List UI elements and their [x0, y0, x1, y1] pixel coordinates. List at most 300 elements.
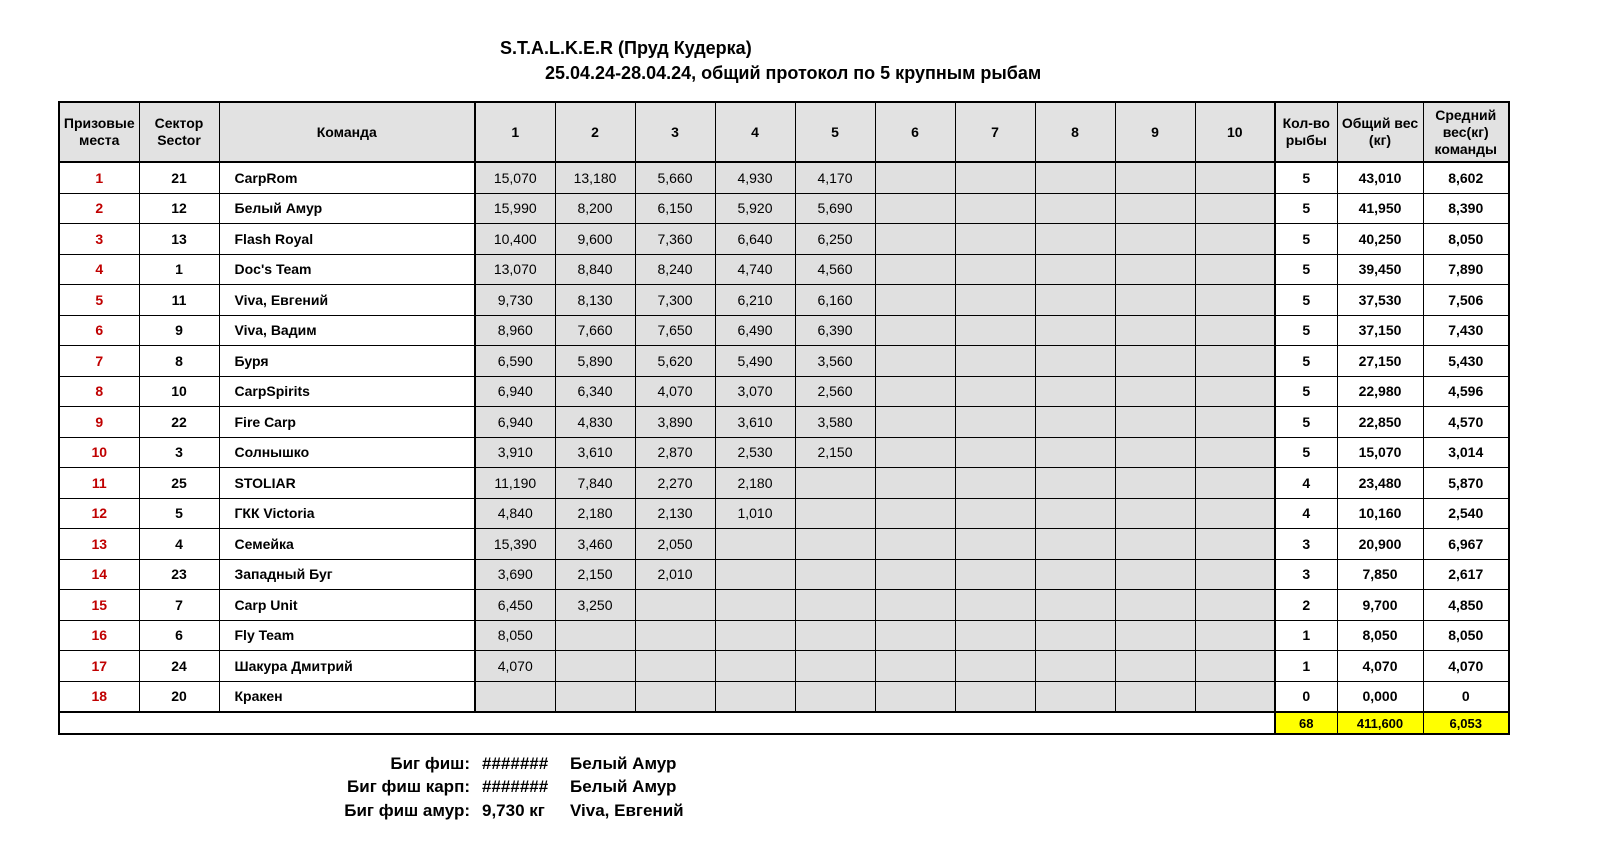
weigh-cell-7 [955, 590, 1035, 621]
weigh-cell-7 [955, 376, 1035, 407]
weigh-cell-4 [715, 590, 795, 621]
weigh-cell-1: 15,390 [475, 529, 555, 560]
weigh-cell-1: 3,690 [475, 559, 555, 590]
total-cell: 22,850 [1337, 407, 1423, 438]
weigh-cell-9 [1115, 529, 1195, 560]
avg-cell: 2,540 [1423, 498, 1509, 529]
total-cell: 27,150 [1337, 346, 1423, 377]
count-cell: 1 [1275, 651, 1337, 682]
weigh-cell-9 [1115, 651, 1195, 682]
weigh-cell-1: 6,940 [475, 407, 555, 438]
avg-cell: 4,850 [1423, 590, 1509, 621]
totals-count: 68 [1275, 712, 1337, 734]
table-row [59, 437, 1509, 468]
weigh-cell-1: 4,070 [475, 651, 555, 682]
count-cell: 5 [1275, 254, 1337, 285]
sector-cell: 1 [139, 254, 219, 285]
header-avg: Средний вес(кг) команды [1423, 102, 1509, 162]
header-total: Общий вес (кг) [1337, 102, 1423, 162]
weigh-cell-1: 8,050 [475, 620, 555, 651]
place-cell: 3 [59, 224, 139, 255]
weigh-cell-2: 5,890 [555, 346, 635, 377]
team-cell: Fly Team [219, 620, 475, 651]
results-table [58, 101, 1510, 735]
weigh-cell-10 [1195, 376, 1275, 407]
weigh-cell-6 [875, 590, 955, 621]
table-row [59, 193, 1509, 224]
weigh-cell-6 [875, 224, 955, 255]
table-row [59, 468, 1509, 499]
header-sector: Сектор Sector [139, 102, 219, 162]
totals-row [59, 712, 1509, 734]
weigh-cell-5 [795, 529, 875, 560]
weigh-cell-6 [875, 193, 955, 224]
weigh-cell-5 [795, 651, 875, 682]
big-fish-carp-line [0, 777, 1000, 801]
weigh-cell-10 [1195, 224, 1275, 255]
weigh-cell-2: 8,840 [555, 254, 635, 285]
place-cell: 8 [59, 376, 139, 407]
avg-cell: 4,570 [1423, 407, 1509, 438]
sector-cell: 8 [139, 346, 219, 377]
weigh-cell-4: 3,610 [715, 407, 795, 438]
weigh-cell-9 [1115, 224, 1195, 255]
weigh-cell-5: 4,170 [795, 162, 875, 193]
count-cell: 2 [1275, 590, 1337, 621]
weigh-cell-7 [955, 346, 1035, 377]
header-weigh-1: 1 [475, 102, 555, 162]
weigh-cell-8 [1035, 285, 1115, 316]
weigh-cell-7 [955, 437, 1035, 468]
table-row [59, 346, 1509, 377]
weigh-cell-9 [1115, 559, 1195, 590]
sector-cell: 13 [139, 224, 219, 255]
place-cell: 2 [59, 193, 139, 224]
count-cell: 5 [1275, 346, 1337, 377]
weigh-cell-9 [1115, 407, 1195, 438]
weigh-cell-9 [1115, 468, 1195, 499]
weigh-cell-8 [1035, 651, 1115, 682]
big-fish-carp-value: ####### [482, 777, 549, 796]
sector-cell: 3 [139, 437, 219, 468]
weigh-cell-4 [715, 529, 795, 560]
weigh-cell-10 [1195, 498, 1275, 529]
weigh-cell-3: 4,070 [635, 376, 715, 407]
weigh-cell-9 [1115, 498, 1195, 529]
count-cell: 4 [1275, 498, 1337, 529]
weigh-cell-5 [795, 681, 875, 712]
count-cell: 5 [1275, 376, 1337, 407]
weigh-cell-8 [1035, 437, 1115, 468]
sector-cell: 25 [139, 468, 219, 499]
big-fish-carp-label: Биг фиш карп: [347, 777, 470, 796]
sector-cell: 5 [139, 498, 219, 529]
weigh-cell-5: 4,560 [795, 254, 875, 285]
weigh-cell-3: 2,010 [635, 559, 715, 590]
weigh-cell-10 [1195, 559, 1275, 590]
weigh-cell-10 [1195, 590, 1275, 621]
sector-cell: 11 [139, 285, 219, 316]
sector-cell: 20 [139, 681, 219, 712]
weigh-cell-8 [1035, 376, 1115, 407]
totals-avg: 6,053 [1423, 712, 1509, 734]
total-cell: 8,050 [1337, 620, 1423, 651]
big-fish-amur-team: Viva, Евгений [570, 801, 684, 820]
totals-weight: 411,600 [1337, 712, 1423, 734]
big-fish-amur-label: Биг фиш амур: [344, 801, 470, 820]
sector-cell: 22 [139, 407, 219, 438]
team-cell: Doc's Team [219, 254, 475, 285]
table-row [59, 224, 1509, 255]
weigh-cell-5: 6,160 [795, 285, 875, 316]
weigh-cell-2: 8,130 [555, 285, 635, 316]
weigh-cell-7 [955, 285, 1035, 316]
table-row [59, 315, 1509, 346]
team-cell: Белый Амур [219, 193, 475, 224]
weigh-cell-3: 2,870 [635, 437, 715, 468]
place-cell: 1 [59, 162, 139, 193]
weigh-cell-7 [955, 162, 1035, 193]
count-cell: 3 [1275, 559, 1337, 590]
sector-cell: 6 [139, 620, 219, 651]
document-subtitle: 25.04.24-28.04.24, общий протокол по 5 крупным рыбам [545, 63, 1042, 83]
weigh-cell-3 [635, 620, 715, 651]
weigh-cell-4 [715, 620, 795, 651]
weigh-cell-2: 9,600 [555, 224, 635, 255]
weigh-cell-3: 2,050 [635, 529, 715, 560]
team-cell: CarpRom [219, 162, 475, 193]
place-cell: 17 [59, 651, 139, 682]
weigh-cell-1: 3,910 [475, 437, 555, 468]
table-row [59, 681, 1509, 712]
weigh-cell-7 [955, 651, 1035, 682]
total-cell: 20,900 [1337, 529, 1423, 560]
total-cell: 7,850 [1337, 559, 1423, 590]
weigh-cell-7 [955, 559, 1035, 590]
team-cell: Fire Carp [219, 407, 475, 438]
weigh-cell-8 [1035, 346, 1115, 377]
weigh-cell-3: 6,150 [635, 193, 715, 224]
weigh-cell-3: 2,270 [635, 468, 715, 499]
weigh-cell-3: 5,620 [635, 346, 715, 377]
table-body [59, 162, 1509, 712]
weigh-cell-5: 3,580 [795, 407, 875, 438]
weigh-cell-10 [1195, 162, 1275, 193]
weigh-cell-3: 7,300 [635, 285, 715, 316]
weigh-cell-4: 3,070 [715, 376, 795, 407]
header-weigh-5: 5 [795, 102, 875, 162]
sector-cell: 24 [139, 651, 219, 682]
count-cell: 5 [1275, 437, 1337, 468]
weigh-cell-7 [955, 529, 1035, 560]
total-cell: 37,530 [1337, 285, 1423, 316]
weigh-cell-9 [1115, 193, 1195, 224]
table-row [59, 529, 1509, 560]
weigh-cell-2: 3,460 [555, 529, 635, 560]
team-cell: Flash Royal [219, 224, 475, 255]
weigh-cell-2 [555, 620, 635, 651]
weigh-cell-7 [955, 224, 1035, 255]
team-cell: Кракен [219, 681, 475, 712]
weigh-cell-4 [715, 681, 795, 712]
weigh-cell-6 [875, 498, 955, 529]
total-cell: 15,070 [1337, 437, 1423, 468]
table-row [59, 254, 1509, 285]
weigh-cell-4: 6,490 [715, 315, 795, 346]
weigh-cell-10 [1195, 407, 1275, 438]
total-cell: 41,950 [1337, 193, 1423, 224]
weigh-cell-6 [875, 437, 955, 468]
avg-cell: 7,890 [1423, 254, 1509, 285]
place-cell: 13 [59, 529, 139, 560]
weigh-cell-7 [955, 254, 1035, 285]
weigh-cell-10 [1195, 651, 1275, 682]
weigh-cell-2 [555, 681, 635, 712]
weigh-cell-2: 7,660 [555, 315, 635, 346]
count-cell: 0 [1275, 681, 1337, 712]
header-count: Кол-во рыбы [1275, 102, 1337, 162]
weigh-cell-1: 8,960 [475, 315, 555, 346]
header-weigh-7: 7 [955, 102, 1035, 162]
table-row [59, 620, 1509, 651]
weigh-cell-2: 7,840 [555, 468, 635, 499]
table-header-row [59, 102, 1509, 162]
big-fish-carp-team: Белый Амур [570, 777, 677, 796]
weigh-cell-7 [955, 315, 1035, 346]
weigh-cell-8 [1035, 590, 1115, 621]
weigh-cell-9 [1115, 620, 1195, 651]
place-cell: 10 [59, 437, 139, 468]
weigh-cell-1: 6,450 [475, 590, 555, 621]
weigh-cell-9 [1115, 376, 1195, 407]
sector-cell: 7 [139, 590, 219, 621]
sector-cell: 23 [139, 559, 219, 590]
total-cell: 37,150 [1337, 315, 1423, 346]
team-cell: Буря [219, 346, 475, 377]
avg-cell: 4,070 [1423, 651, 1509, 682]
avg-cell: 6,967 [1423, 529, 1509, 560]
weigh-cell-6 [875, 162, 955, 193]
weigh-cell-4: 5,490 [715, 346, 795, 377]
big-fish-amur-line [0, 801, 1000, 825]
weigh-cell-8 [1035, 193, 1115, 224]
weigh-cell-8 [1035, 468, 1115, 499]
place-cell: 14 [59, 559, 139, 590]
weigh-cell-8 [1035, 315, 1115, 346]
count-cell: 5 [1275, 224, 1337, 255]
weigh-cell-10 [1195, 193, 1275, 224]
table-row [59, 651, 1509, 682]
weigh-cell-4: 2,530 [715, 437, 795, 468]
weigh-cell-4: 6,210 [715, 285, 795, 316]
sector-cell: 21 [139, 162, 219, 193]
weigh-cell-2: 13,180 [555, 162, 635, 193]
weigh-cell-7 [955, 407, 1035, 438]
weigh-cell-7 [955, 498, 1035, 529]
count-cell: 3 [1275, 529, 1337, 560]
avg-cell: 8,390 [1423, 193, 1509, 224]
weigh-cell-1: 13,070 [475, 254, 555, 285]
team-cell: Viva, Вадим [219, 315, 475, 346]
weigh-cell-7 [955, 681, 1035, 712]
header-weigh-4: 4 [715, 102, 795, 162]
weigh-cell-1: 6,940 [475, 376, 555, 407]
avg-cell: 8,602 [1423, 162, 1509, 193]
weigh-cell-2 [555, 651, 635, 682]
sector-cell: 10 [139, 376, 219, 407]
weigh-cell-1: 4,840 [475, 498, 555, 529]
place-cell: 9 [59, 407, 139, 438]
big-fish-team: Белый Амур [570, 754, 677, 773]
team-cell: CarpSpirits [219, 376, 475, 407]
weigh-cell-2: 2,150 [555, 559, 635, 590]
table-row [59, 590, 1509, 621]
weigh-cell-8 [1035, 529, 1115, 560]
big-fish-label: Биг фиш: [390, 754, 470, 773]
weigh-cell-4: 1,010 [715, 498, 795, 529]
weigh-cell-6 [875, 346, 955, 377]
weigh-cell-4 [715, 651, 795, 682]
weigh-cell-8 [1035, 498, 1115, 529]
weigh-cell-3: 7,650 [635, 315, 715, 346]
big-fish-value: ####### [482, 754, 549, 773]
avg-cell: 7,506 [1423, 285, 1509, 316]
total-cell: 22,980 [1337, 376, 1423, 407]
weigh-cell-3: 8,240 [635, 254, 715, 285]
team-cell: Carp Unit [219, 590, 475, 621]
table-row [59, 407, 1509, 438]
table-row [59, 376, 1509, 407]
weigh-cell-8 [1035, 162, 1115, 193]
total-cell: 39,450 [1337, 254, 1423, 285]
weigh-cell-9 [1115, 590, 1195, 621]
weigh-cell-3 [635, 681, 715, 712]
count-cell: 4 [1275, 468, 1337, 499]
header-weigh-2: 2 [555, 102, 635, 162]
place-cell: 16 [59, 620, 139, 651]
weigh-cell-4: 4,740 [715, 254, 795, 285]
weigh-cell-9 [1115, 254, 1195, 285]
team-cell: Семейка [219, 529, 475, 560]
place-cell: 18 [59, 681, 139, 712]
weigh-cell-5: 5,690 [795, 193, 875, 224]
weigh-cell-10 [1195, 468, 1275, 499]
weigh-cell-8 [1035, 559, 1115, 590]
team-cell: Западный Буг [219, 559, 475, 590]
team-cell: Viva, Евгений [219, 285, 475, 316]
table-row [59, 498, 1509, 529]
weigh-cell-7 [955, 468, 1035, 499]
weigh-cell-4: 6,640 [715, 224, 795, 255]
weigh-cell-2: 3,250 [555, 590, 635, 621]
total-cell: 10,160 [1337, 498, 1423, 529]
weigh-cell-1: 9,730 [475, 285, 555, 316]
weigh-cell-4 [715, 559, 795, 590]
header-team: Команда [219, 102, 475, 162]
weigh-cell-5: 2,150 [795, 437, 875, 468]
team-cell: ГКК Victoria [219, 498, 475, 529]
weigh-cell-8 [1035, 224, 1115, 255]
weigh-cell-9 [1115, 437, 1195, 468]
weigh-cell-1: 10,400 [475, 224, 555, 255]
weigh-cell-10 [1195, 315, 1275, 346]
weigh-cell-1: 15,990 [475, 193, 555, 224]
team-cell: Солнышко [219, 437, 475, 468]
weigh-cell-6 [875, 529, 955, 560]
count-cell: 1 [1275, 620, 1337, 651]
avg-cell: 4,596 [1423, 376, 1509, 407]
weigh-cell-10 [1195, 346, 1275, 377]
weigh-cell-3: 7,360 [635, 224, 715, 255]
weigh-cell-4: 4,930 [715, 162, 795, 193]
sector-cell: 4 [139, 529, 219, 560]
weigh-cell-9 [1115, 346, 1195, 377]
team-cell: STOLIAR [219, 468, 475, 499]
big-fish-line [0, 754, 1000, 778]
document-title: S.T.A.L.K.E.R (Пруд Кудерка) [500, 38, 752, 58]
place-cell: 5 [59, 285, 139, 316]
weigh-cell-1 [475, 681, 555, 712]
weigh-cell-6 [875, 254, 955, 285]
weigh-cell-10 [1195, 529, 1275, 560]
avg-cell: 3,014 [1423, 437, 1509, 468]
weigh-cell-3: 2,130 [635, 498, 715, 529]
big-fish-amur-value: 9,730 кг [482, 801, 545, 820]
weigh-cell-5: 6,250 [795, 224, 875, 255]
avg-cell: 0 [1423, 681, 1509, 712]
weigh-cell-10 [1195, 437, 1275, 468]
place-cell: 11 [59, 468, 139, 499]
weigh-cell-3: 3,890 [635, 407, 715, 438]
weigh-cell-6 [875, 407, 955, 438]
weigh-cell-6 [875, 285, 955, 316]
avg-cell: 2,617 [1423, 559, 1509, 590]
weigh-cell-2: 2,180 [555, 498, 635, 529]
table-row [59, 559, 1509, 590]
weigh-cell-8 [1035, 254, 1115, 285]
header-weigh-8: 8 [1035, 102, 1115, 162]
header-weigh-9: 9 [1115, 102, 1195, 162]
weigh-cell-5 [795, 620, 875, 651]
total-cell: 23,480 [1337, 468, 1423, 499]
weigh-cell-3: 5,660 [635, 162, 715, 193]
sector-cell: 12 [139, 193, 219, 224]
count-cell: 5 [1275, 407, 1337, 438]
header-weigh-10: 10 [1195, 102, 1275, 162]
avg-cell: 5,870 [1423, 468, 1509, 499]
weigh-cell-6 [875, 681, 955, 712]
total-cell: 4,070 [1337, 651, 1423, 682]
weigh-cell-5: 6,390 [795, 315, 875, 346]
sector-cell: 9 [139, 315, 219, 346]
weigh-cell-2: 4,830 [555, 407, 635, 438]
total-cell: 40,250 [1337, 224, 1423, 255]
totals-blank [59, 712, 1275, 734]
weigh-cell-7 [955, 620, 1035, 651]
weigh-cell-6 [875, 376, 955, 407]
weigh-cell-6 [875, 315, 955, 346]
weigh-cell-10 [1195, 620, 1275, 651]
weigh-cell-2: 8,200 [555, 193, 635, 224]
weigh-cell-5 [795, 498, 875, 529]
place-cell: 4 [59, 254, 139, 285]
weigh-cell-4: 5,920 [715, 193, 795, 224]
weigh-cell-6 [875, 559, 955, 590]
weigh-cell-2: 3,610 [555, 437, 635, 468]
weigh-cell-1: 11,190 [475, 468, 555, 499]
place-cell: 7 [59, 346, 139, 377]
weigh-cell-7 [955, 193, 1035, 224]
